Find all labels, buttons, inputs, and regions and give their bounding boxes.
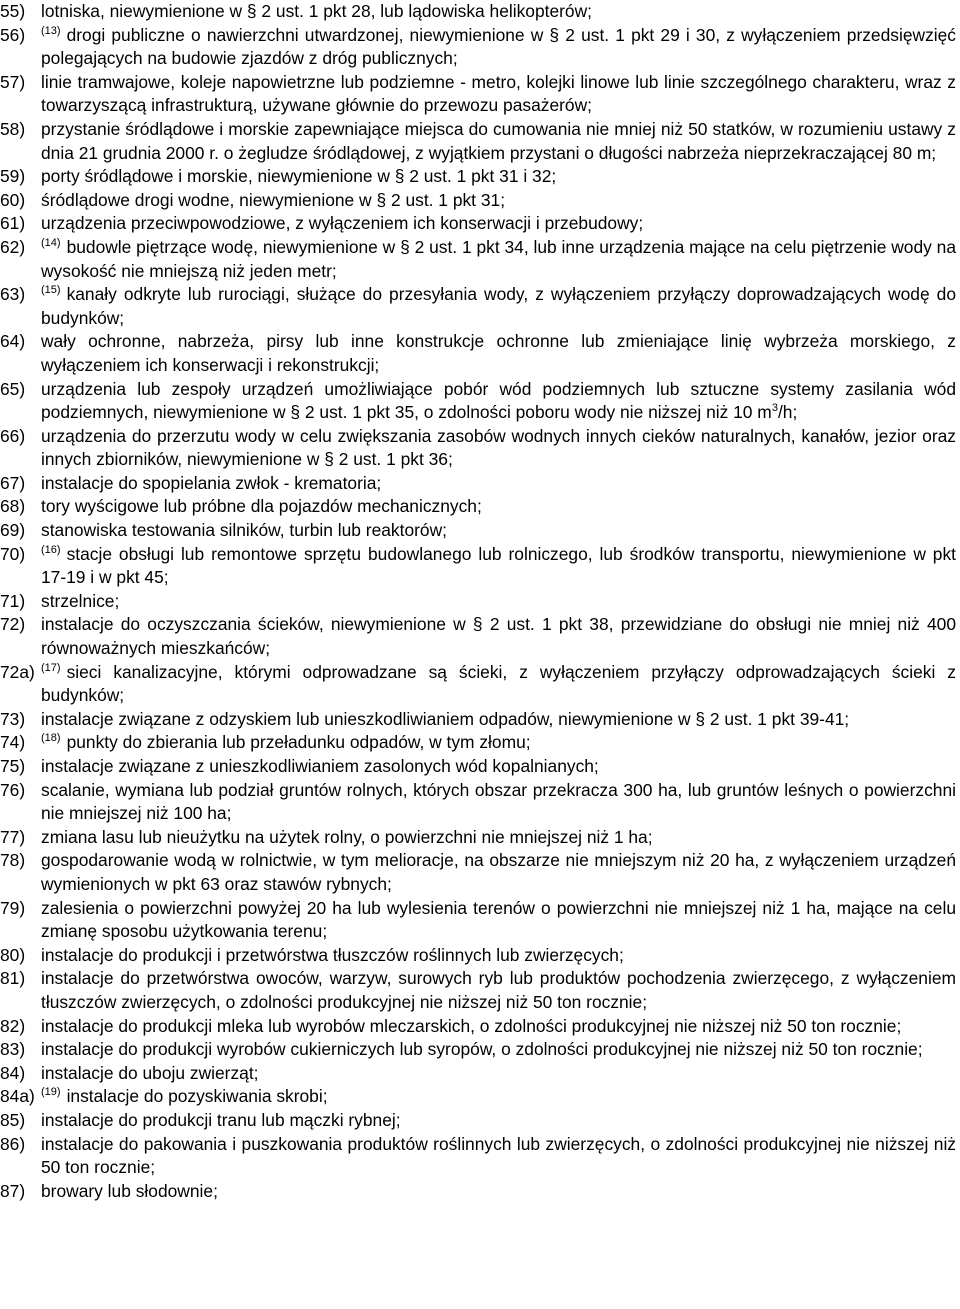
- list-item: [0, 1085, 960, 1109]
- footnote-marker: (13): [41, 24, 61, 37]
- item-number: 86): [0, 1133, 26, 1154]
- item-number: 69): [0, 520, 26, 541]
- footnote-marker: (16): [41, 543, 61, 556]
- item-text: drogi publiczne o nawierzchni utwardzonej, niewymienione w § 2 ust. 1 pkt 29 i 30, z wyłączeniem przedsięwzięć polegających na budowie zjazdów z dróg publicznych;: [41, 24, 956, 69]
- item-text: instalacje do produkcji wyrobów cukierniczych lub syropów, o zdolności produkcyjnej nie niższej niż 50 ton rocznie;: [41, 1039, 923, 1060]
- item-text: przystanie śródlądowe i morskie zapewniające miejsca do cumowania nie mniej niż 50 statków, w rozumieniu ustawy z dnia 21 grudnia 2000 r. o żegludze śródlądowej, z wyjątkiem przystani o długości nabrzeża nieprzekraczającej 80 m;: [41, 118, 956, 163]
- item-text: sieci kanalizacyjne, którymi odprowadzane są ścieki, z wyłączeniem przyłączy odprowadzających ścieki z budynków;: [41, 661, 956, 706]
- item-text: instalacje do produkcji i przetwórstwa tłuszczów roślinnych lub zwierzęcych;: [41, 944, 624, 965]
- list-item: [0, 779, 960, 826]
- footnote-marker: (18): [41, 732, 61, 745]
- list-item: [0, 189, 960, 213]
- item-text: gospodarowanie wodą w rolnictwie, w tym melioracje, na obszarze nie mniejszym niż 20 ha, z wyłączeniem urządzeń wymienionych w pkt 63 oraz stawów rybnych;: [41, 850, 956, 894]
- list-item: [0, 236, 960, 283]
- item-text: instalacje do pozyskiwania skrobi;: [66, 1086, 328, 1107]
- item-number: 84a): [0, 1086, 35, 1107]
- list-item: [0, 849, 960, 896]
- item-text: porty śródlądowe i morskie, niewymienione w § 2 ust. 1 pkt 31 i 32;: [41, 166, 557, 187]
- item-text: instalacje do pakowania i puszkowania produktów roślinnych lub zwierzęcych, o zdolności produkcyjnej nie niższej niż 50 ton rocznie;: [41, 1133, 956, 1178]
- item-number: 87): [0, 1180, 26, 1201]
- item-text: instalacje związane z odzyskiem lub unieszkodliwianiem odpadów, niewymienione w § 2 ust. 1 pkt 39-41;: [41, 708, 850, 729]
- item-number: 72): [0, 614, 26, 635]
- item-text: stanowiska testowania silników, turbin lub reaktorów;: [41, 520, 447, 541]
- list-item: [0, 378, 960, 425]
- item-text: wały ochronne, nabrzeża, pirsy lub inne konstrukcje ochronne lub zmieniające linię wybrzeża morskiego, z wyłączeniem ich konserwacji i rekonstrukcji;: [41, 331, 956, 375]
- item-text: stacje obsługi lub remontowe sprzętu budowlanego lub rolniczego, lub środków transportu, niewymienione w pkt 17-19 i w pkt 45;: [41, 543, 956, 588]
- list-item: [0, 283, 960, 330]
- list-item: [0, 425, 960, 472]
- list-item: [0, 708, 960, 732]
- item-number: 77): [0, 826, 26, 847]
- item-text: zmiana lasu lub nieużytku na użytek rolny, o powierzchni nie mniejszej niż 1 ha;: [41, 826, 653, 847]
- item-number: 84): [0, 1062, 26, 1083]
- item-number: 83): [0, 1039, 26, 1060]
- item-number: 66): [0, 425, 26, 446]
- item-text: instalacje do produkcji tranu lub mączki rybnej;: [41, 1109, 401, 1130]
- item-text: browary lub słodownie;: [41, 1180, 218, 1201]
- list-item: [0, 967, 960, 1014]
- item-number: 85): [0, 1109, 26, 1130]
- list-item: [0, 71, 960, 118]
- list-item: [0, 1062, 960, 1086]
- list-item: [0, 472, 960, 496]
- item-text: instalacje do przetwórstwa owoców, warzyw, surowych ryb lub produktów pochodzenia zwierzęcego, z wyłączeniem tłuszczów zwierzęcych, o zdolności produkcyjnej nie niższej niż 50 ton rocznie;: [41, 968, 956, 1012]
- item-text: instalacje związane z unieszkodliwianiem zasolonych wód kopalnianych;: [41, 756, 599, 776]
- item-text: śródlądowe drogi wodne, niewymienione w § 2 ust. 1 pkt 31;: [41, 189, 506, 210]
- list-item: [0, 1109, 960, 1133]
- item-number: 78): [0, 850, 26, 871]
- item-number: 59): [0, 166, 26, 187]
- list-item: [0, 212, 960, 236]
- footnote-marker: (14): [41, 236, 61, 249]
- item-number: 81): [0, 968, 26, 989]
- list-item: [0, 519, 960, 543]
- item-number: 61): [0, 213, 26, 234]
- item-text: zalesienia o powierzchni powyżej 20 ha lub wylesienia terenów o powierzchni nie mniejszej niż 1 ha, mające na celu zmianę sposobu użytkowania terenu;: [41, 897, 956, 942]
- list-item: [0, 495, 960, 519]
- list-item: [0, 1038, 960, 1062]
- item-number: 67): [0, 472, 26, 493]
- list-item: [0, 165, 960, 189]
- list-item: [0, 661, 960, 708]
- list-item: [0, 118, 960, 165]
- item-number: 75): [0, 756, 26, 776]
- superscript-exponent: 3: [771, 402, 778, 415]
- item-number: 82): [0, 1015, 26, 1036]
- list-item: [0, 944, 960, 968]
- item-number: 63): [0, 284, 26, 305]
- list-item: [0, 590, 960, 614]
- item-number: 68): [0, 496, 26, 517]
- item-number: 74): [0, 732, 26, 753]
- item-number: 76): [0, 779, 26, 800]
- item-number: 57): [0, 71, 26, 92]
- list-item: [0, 613, 960, 660]
- item-number: 56): [0, 24, 26, 45]
- item-number: 73): [0, 708, 26, 729]
- item-text: urządzenia przeciwpowodziowe, z wyłączeniem ich konserwacji i przebudowy;: [41, 213, 644, 234]
- item-text: instalacje do produkcji mleka lub wyrobów mleczarskich, o zdolności produkcyjnej nie niższej niż 50 ton rocznie;: [41, 1015, 902, 1036]
- list-item: [0, 1015, 960, 1039]
- item-number: 64): [0, 331, 26, 352]
- item-text-tail: /h;: [777, 402, 798, 423]
- item-number: 60): [0, 189, 26, 210]
- item-text: scalanie, wymiana lub podział gruntów rolnych, których obszar przekracza 300 ha, lub gruntów leśnych o powierzchni nie mniejszej niż 100 ha;: [41, 779, 956, 824]
- item-number: 71): [0, 590, 26, 611]
- item-text: budowle piętrzące wodę, niewymienione w § 2 ust. 1 pkt 34, lub inne urządzenia mające na celu piętrzenie wody na wysokość nie mniejszą niż jeden metr;: [41, 236, 956, 281]
- item-number: 65): [0, 378, 26, 399]
- item-number: 58): [0, 118, 26, 139]
- list-item: [0, 1180, 960, 1204]
- footnote-marker: (15): [41, 284, 61, 297]
- list-item: [0, 731, 960, 755]
- item-number: 72a): [0, 661, 35, 682]
- list-item: [0, 543, 960, 590]
- item-text: urządzenia do przerzutu wody w celu zwiększania zasobów wodnych innych cieków naturalnych, kanałów, jezior oraz innych zbiorników, niewymienione w § 2 ust. 1 pkt 36;: [41, 425, 956, 470]
- item-text: tory wyścigowe lub próbne dla pojazdów mechanicznych;: [41, 496, 482, 517]
- item-text: instalacje do spopielania zwłok - krematoria;: [41, 472, 382, 493]
- item-text: lotniska, niewymienione w § 2 ust. 1 pkt 28, lub lądowiska helikopterów;: [41, 1, 592, 21]
- list-item: [0, 0, 960, 24]
- item-text: instalacje do uboju zwierząt;: [41, 1062, 259, 1083]
- list-item: [0, 1133, 960, 1180]
- item-text: urządzenia lub zespoły urządzeń umożliwiające pobór wód podziemnych lub sztuczne systemy zasilania wód podziemnych, niewymienione w § 2 ust. 1 pkt 35, o zdolności poboru wody nie niższej niż 10 m: [41, 378, 956, 423]
- item-text: strzelnice;: [41, 590, 120, 611]
- item-number: 62): [0, 236, 26, 257]
- item-text: instalacje do oczyszczania ścieków, niewymienione w § 2 ust. 1 pkt 38, przewidziane do obsługi nie mniej niż 400 równoważnych mieszkańców;: [41, 614, 956, 659]
- list-item: [0, 826, 960, 850]
- item-number: 79): [0, 897, 26, 918]
- footnote-marker: (19): [41, 1086, 61, 1099]
- footnote-marker: (17): [41, 661, 61, 674]
- list-item: [0, 330, 960, 377]
- list-item: [0, 755, 960, 779]
- list-item: [0, 24, 960, 71]
- item-text: punkty do zbierania lub przeładunku odpadów, w tym złomu;: [66, 732, 531, 753]
- item-number: 55): [0, 1, 26, 21]
- item-number: 70): [0, 543, 26, 564]
- item-number: 80): [0, 944, 26, 965]
- list-item: [0, 897, 960, 944]
- item-text: linie tramwajowe, koleje napowietrzne lub podziemne - metro, kolejki linowe lub linie szczególnego charakteru, wraz z towarzyszącą infrastrukturą, używane głównie do przewozu pasażerów;: [41, 71, 956, 116]
- item-text: kanały odkryte lub rurociągi, służące do przesyłania wody, z wyłączeniem przyłączy doprowadzających wodę do budynków;: [41, 284, 956, 328]
